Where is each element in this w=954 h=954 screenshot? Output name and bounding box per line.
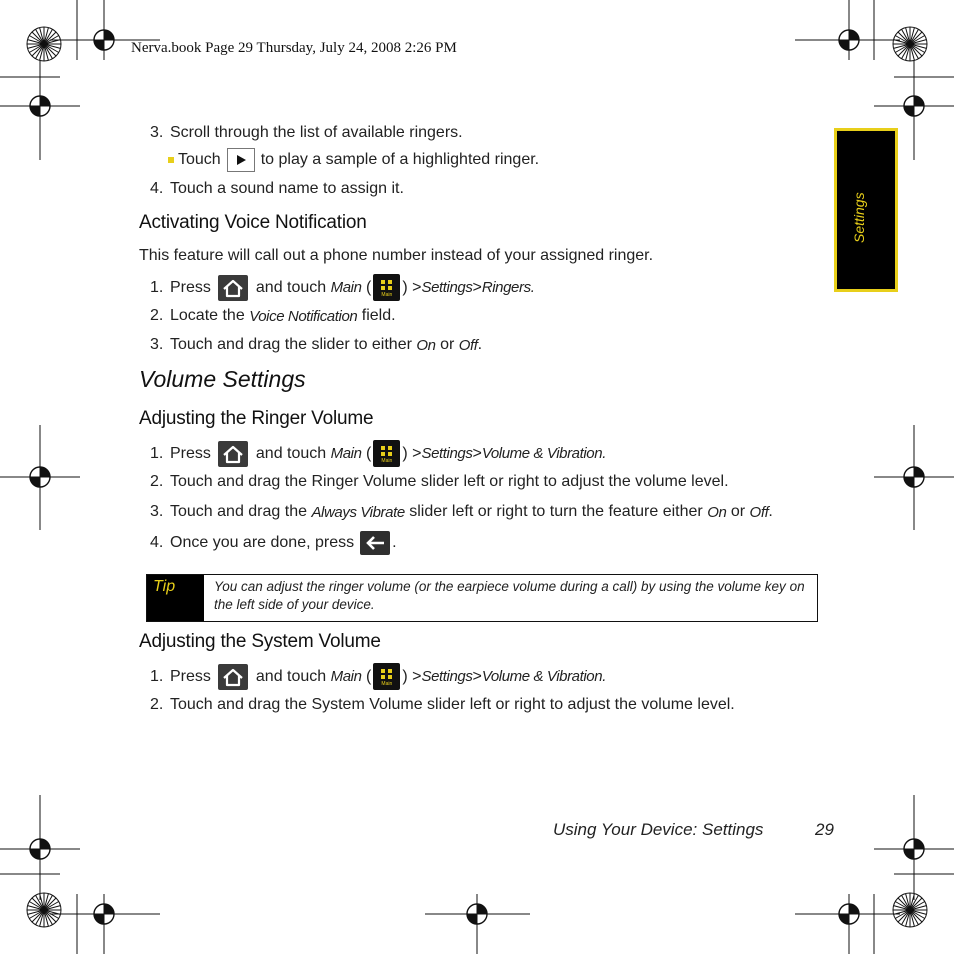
footer-title: Using Your Device: Settings [553, 820, 764, 839]
home-icon [218, 441, 248, 467]
heading-ringer-volume: Adjusting the Ringer Volume [139, 408, 374, 429]
main-menu-icon: Main [373, 274, 400, 301]
play-icon [227, 148, 255, 172]
bullet-item: Touch to play a sample of a highlighted ringer. [148, 148, 539, 172]
tip-text: You can adjust the ringer volume (or the earpiece volume during a call) by using the volume key on the left side of your device. [214, 579, 805, 612]
list-item: 3. Touch and drag the slider to either On or Off . [150, 336, 483, 354]
list-item: 3. Scroll through the list of available ringers. [150, 124, 463, 141]
section-title: Volume Settings [139, 366, 306, 392]
tip-label: Tip [147, 575, 204, 621]
list-item: 2. Touch and drag the Ringer Volume slider left or right to adjust the volume level. [150, 473, 729, 490]
voice-intro: This feature will call out a phone number instead of your assigned ringer. [139, 247, 654, 264]
list-item: 2. Touch and drag the System Volume slider left or right to adjust the volume level. [150, 696, 735, 713]
list-item: 3. Touch and drag the Always Vibrate slider left or right to turn the feature either On or Off . [150, 503, 773, 521]
main-menu-icon: Main [373, 440, 400, 467]
list-item: 2. Locate the Voice Notification field. [150, 307, 396, 325]
list-item: 4. Once you are done, press . [150, 531, 397, 555]
tip-box [146, 574, 818, 622]
print-header: Nerva.book Page 29 Thursday, July 24, 2008 2:26 PM [131, 40, 457, 56]
list-item: 1. Press and touch Main ( Main ) > Settings > Volume & Vibration . [150, 440, 606, 467]
section-tab [834, 128, 898, 292]
heading-voice-notification: Activating Voice Notification [139, 212, 367, 233]
bullet-marker [168, 157, 174, 163]
back-arrow-icon [360, 531, 390, 555]
home-icon [218, 275, 248, 301]
heading-system-volume: Adjusting the System Volume [139, 631, 381, 652]
page-number: 29 [815, 820, 834, 839]
main-menu-icon: Main [373, 663, 400, 690]
list-item: 4. Touch a sound name to assign it. [150, 180, 404, 197]
list-item: 1. Press and touch Main ( Main ) > Settings > Volume & Vibration . [150, 663, 606, 690]
home-icon [218, 664, 248, 690]
list-item: 1. Press and touch Main ( Main ) > Settings > Ringers . [150, 274, 534, 301]
section-tab-label: Settings [851, 192, 867, 243]
